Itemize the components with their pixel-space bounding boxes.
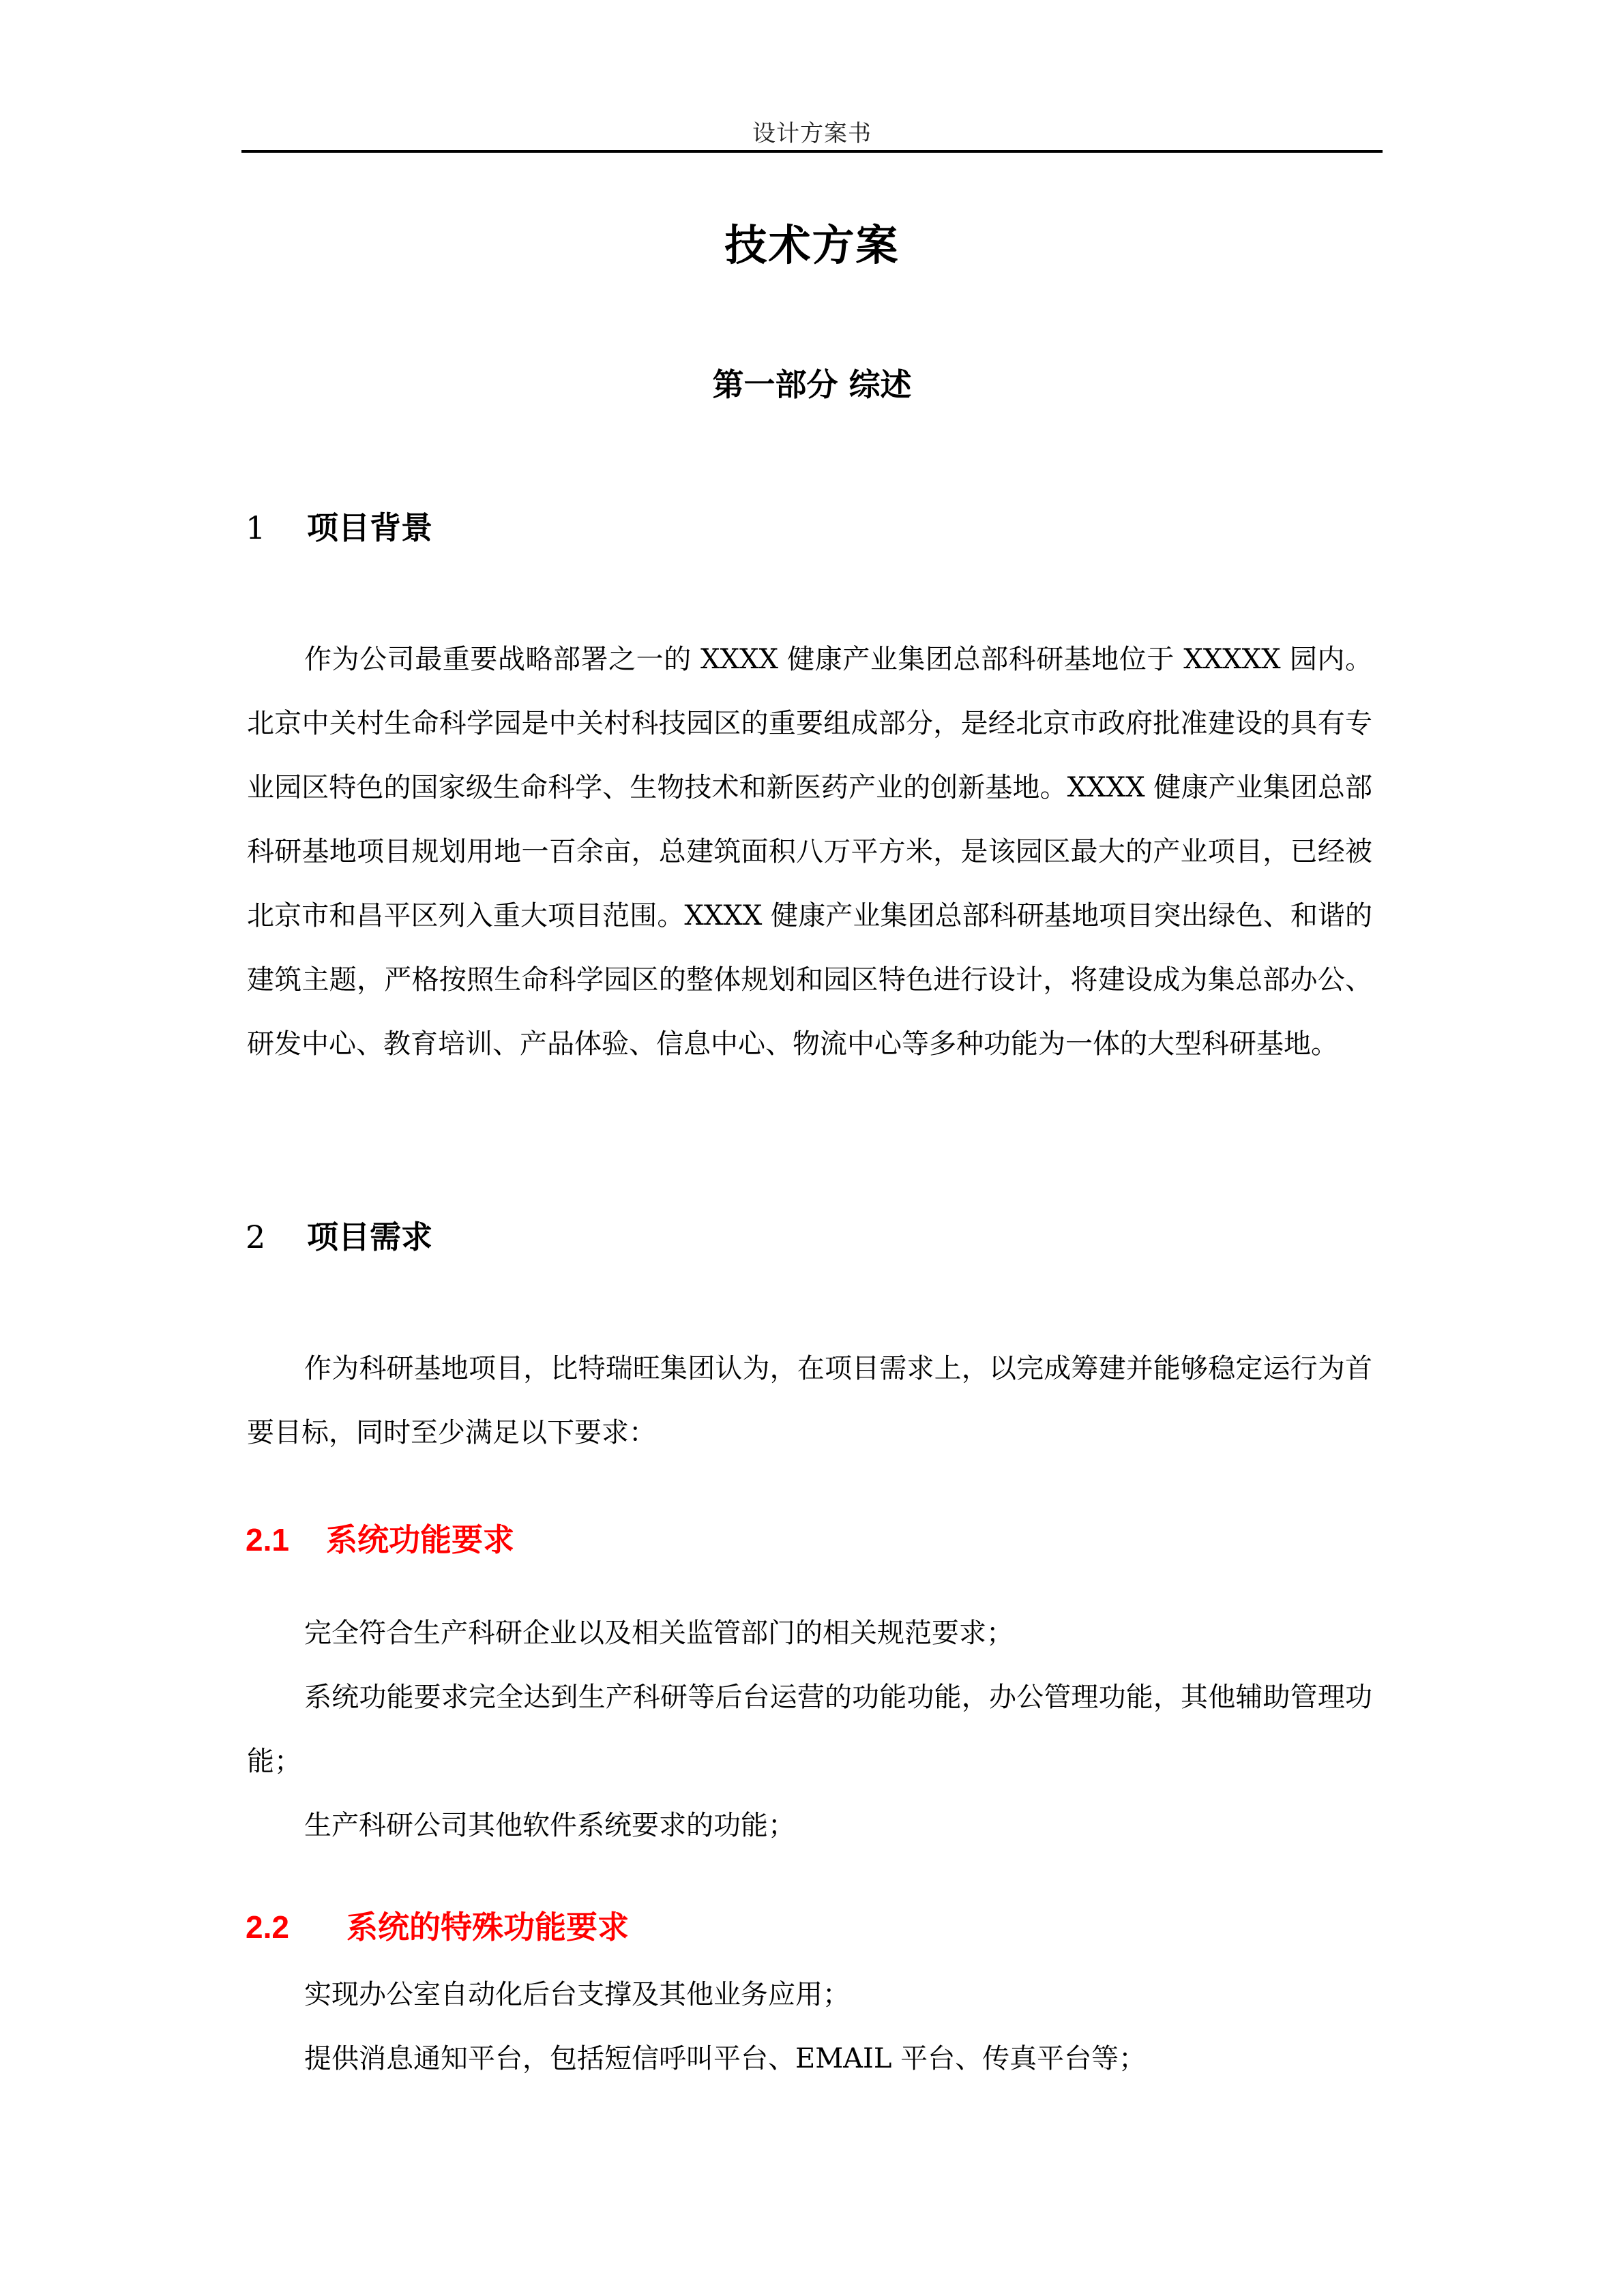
paragraph-project-background: 作为公司最重要战略部署之一的 XXXX 健康产业集团总部科研基地位于 XXXXX 园内。北京中关村生命科学园是中关村科技园区的重要组成部分，是经北京市政府批准建设的具有专业园区特色的国家级生命科学、生物技术和新医药产业的创新基地。XXXX 健康产业集团总部科研基地项目规划用地一百余亩，总建筑面积八万平方米，是该园区最大的产业项目，已经被北京市和昌平区列入重大项目范围。XXXX 健康产业集团总部科研基地项目突出绿色、和谐的建筑主题，严格按照生命科学园区的整体规划和园区特色进行设计，将建设成为集总部办公、研发中心、教育培训、产品体验、信息中心、物流中心等多种功能为一体的大型科研基地。: [247, 644, 1372, 1060]
section-heading-2: [246, 1212, 432, 1257]
section-title: 项目需求: [307, 1219, 432, 1255]
subsection-title: 系统功能要求: [326, 1522, 514, 1557]
running-header: 设计方案书: [752, 120, 872, 147]
paragraph-project-requirements: 作为科研基地项目，比特瑞旺集团认为，在项目需求上，以完成筹建并能够稳定运行为首要目标，同时至少满足以下要求：: [247, 1353, 1372, 1448]
section-title: 项目背景: [307, 509, 432, 546]
subsection-number: 2.2: [246, 1909, 289, 1945]
requirement-item: 生产科研公司其他软件系统要求的功能；: [304, 1810, 795, 1841]
subsection-heading-2-1: [246, 1515, 514, 1560]
subsection-heading-2-2: [246, 1903, 629, 1948]
section-heading-1: [246, 503, 432, 548]
special-requirement-item: 实现办公室自动化后台支撑及其他业务应用；: [304, 1979, 850, 2010]
header-divider: [241, 150, 1383, 153]
subsection-title: 系统的特殊功能要求: [346, 1909, 629, 1945]
section-number: 1: [246, 509, 266, 546]
part-title: 第一部分 综述: [712, 366, 912, 403]
section-number: 2: [246, 1219, 266, 1255]
special-requirement-item: 提供消息通知平台，包括短信呼叫平台、EMAIL 平台、传真平台等；: [304, 2043, 1147, 2074]
subsection-number: 2.1: [246, 1522, 289, 1557]
requirement-item: 系统功能要求完全达到生产科研等后台运营的功能功能，办公管理功能，其他辅助管理功能；: [247, 1682, 1372, 1777]
requirement-item: 完全符合生产科研企业以及相关监管部门的相关规范要求；: [304, 1617, 1014, 1649]
document-title: 技术方案: [724, 220, 900, 270]
